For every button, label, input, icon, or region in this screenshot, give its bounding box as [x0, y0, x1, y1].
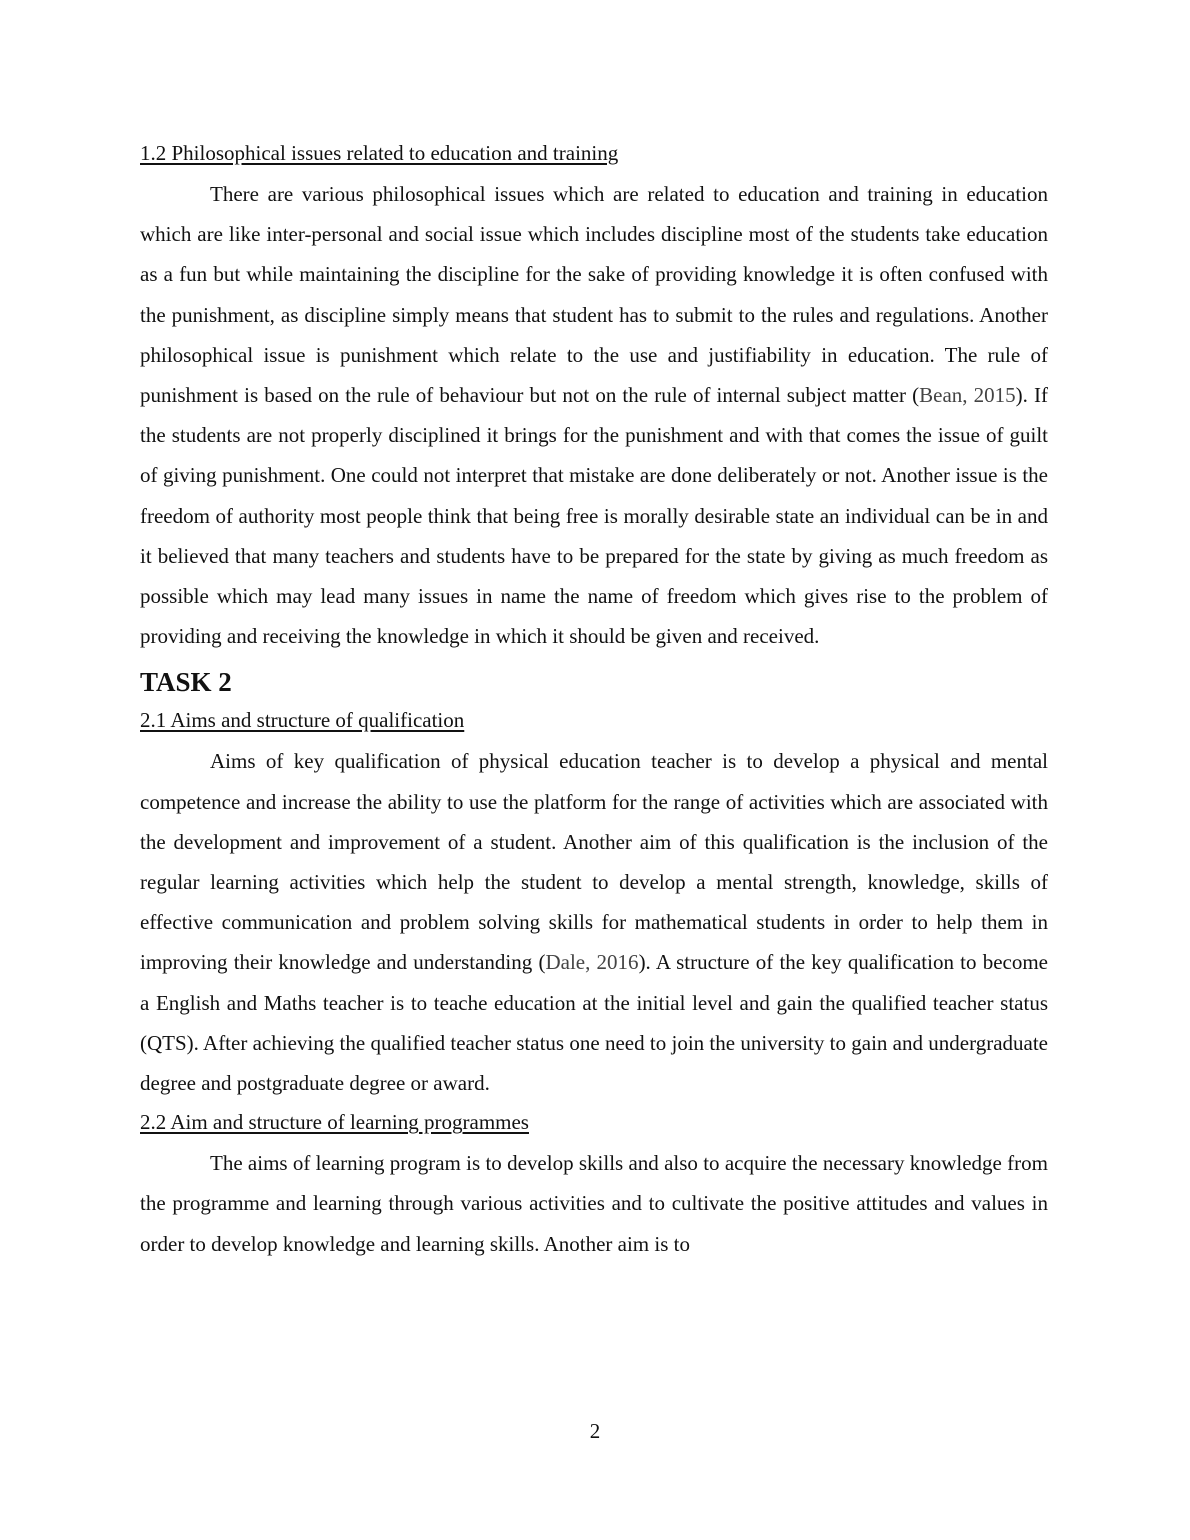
- section-2-1-heading: 2.1 Aims and structure of qualification: [140, 708, 465, 733]
- section-1-2-heading: 1.2 Philosophical issues related to education and training: [140, 141, 619, 165]
- page-number: 2: [589, 1419, 601, 1443]
- paragraph-text: ). If the students are not properly disciplined it brings for the punishment and with that comes the issue of guilt of giving punishment. One could not interpret that mistake are done deliberately or not. Another issue is the freedom of authority most people think that being free is morally desirable state an individual can be in and it believed that many teachers and students have to be prepared for the state by giving as much freedom as possible which may lead many issues in name the name of freedom which gives rise to the problem of providing and receiving the knowledge in which it should be given and received.: [140, 383, 1048, 649]
- section-2-2-paragraph: The aims of learning program is to develop skills and also to acquire the necessary knowledge from the programme and learning through various activities and to cultivate the positive attitudes and values in order to develop knowledge and learning skills. Another aim is to: [140, 1151, 1048, 1256]
- section-2-2-heading: 2.2 Aim and structure of learning programmes: [140, 1110, 529, 1135]
- section-1-2-paragraph: [140, 174, 1048, 656]
- citation: Bean, 2015: [919, 383, 1016, 408]
- citation: Dale, 2016: [545, 950, 639, 975]
- section-2-1-paragraph: [140, 741, 1048, 1103]
- document-page: [140, 138, 1048, 1264]
- paragraph-text: Aims of key qualification of physical education teacher is to develop a physical and mental competence and increase the ability to use the platform for the range of activities which are associated with the development and improvement of a student. Another aim of this qualification is the inclusion of the regular learning activities which help the student to develop a mental strength, knowledge, skills of effective communication and problem solving skills for mathematical students in order to help them in improving their knowledge and understanding (: [140, 749, 1048, 975]
- paragraph-text: ). A structure of the key qualification to become a English and Maths teacher is to teache education at the initial level and gain the qualified teacher status (QTS). After achieving the qualified teacher status one need to join the university to gain and undergraduate degree and postgraduate degree or award.: [140, 950, 1048, 1096]
- task-2-heading: TASK 2: [140, 667, 232, 698]
- paragraph-text: There are various philosophical issues which are related to education and training in education which are like inter-personal and social issue which includes discipline most of the students take education as a fun but while maintaining the discipline for the sake of providing knowledge it is often confused with the punishment, as discipline simply means that student has to submit to the rules and regulations. Another philosophical issue is punishment which relate to the use and justifiability in education. The rule of punishment is based on the rule of behaviour but not on the rule of internal subject matter (: [140, 182, 1048, 408]
